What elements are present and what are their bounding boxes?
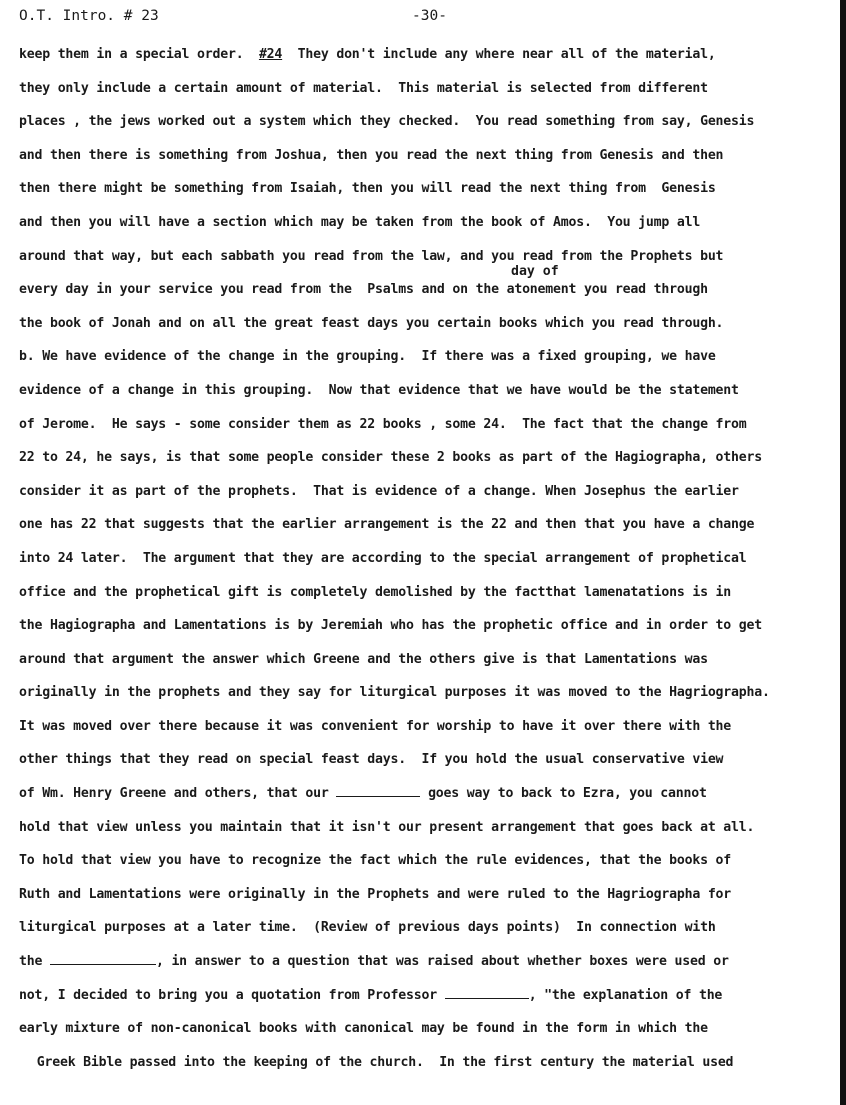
text-line [19,447,831,481]
text-segment: one has 22 that suggests that the earlier arrangement is the 22 and then that you have a change [19,517,755,533]
text-line [19,649,831,683]
text-segment: b. We have evidence of the change in the grouping. If there was a fixed grouping, we have [19,349,716,365]
text-line [19,514,831,548]
text-segment: the [19,954,50,970]
text-line [19,481,831,515]
text-segment: of Jerome. He says - some consider them as 22 books , some 24. The fact that the change from [19,416,747,432]
text-segment: the book of Jonah and on all the great feast days you certain books which you read through. [19,315,724,331]
text-segment: To hold that view you have to recognize the fact which the rule evidences, that the books of [19,853,732,869]
body-text [19,44,831,1085]
text-segment: the Hagiographa and Lamentations is by Jeremiah who has the prophetic office and in order to get [19,618,762,634]
text-segment: Greek Bible passed into the keeping of the church. In the first century the material used [29,1054,734,1070]
text-line [19,817,831,851]
scan-edge [840,0,846,1105]
text-line [19,346,831,380]
text-line [19,78,831,112]
text-line [19,749,831,783]
text-segment: office and the prophetical gift is completely demolished by the factthat lamenatations is in [19,584,732,600]
text-line [19,985,831,1019]
text-line [19,380,831,414]
text-line [19,850,831,884]
text-segment: originally in the prophets and they say for liturgical purposes it was moved to the Hagriographa. [19,685,770,701]
page-marker: #24 [258,47,283,62]
text-line [19,716,831,750]
text-line [19,682,831,716]
text-line [19,917,831,951]
page-number: -30- [412,8,447,24]
text-segment: , in answer to a question that was raised about whether boxes were used or [155,954,729,970]
document-header: O.T. Intro. # 23 [19,8,159,24]
interlinear-insertion: day of [511,264,559,279]
text-line [19,884,831,918]
text-line [19,783,831,817]
text-segment: 22 to 24, he says, is that some people consider these 2 books as part of the Hagiographa, others [19,450,762,466]
blank-line [50,952,156,965]
text-segment: goes way to back to Ezra, you cannot [420,786,707,802]
text-segment: early mixture of non-canonical books with canonical may be found in the form in which the [19,1021,708,1037]
text-segment: other things that they read on special feast days. If you hold the usual conservative view [19,752,724,768]
text-segment: consider it as part of the prophets. That is evidence of a change. When Josephus the earlier [19,483,739,499]
text-segment: They don't include any where near all of the material, [282,47,716,62]
text-line [19,1052,831,1086]
text-segment: not, I decided to bring you a quotation from Professor [19,987,445,1003]
text-line [19,212,831,246]
text-line [19,951,831,985]
text-line [19,1018,831,1052]
text-segment: of Wm. Henry Greene and others, that our [19,786,337,802]
text-line [19,246,831,280]
text-segment: keep them in a special order. [19,47,259,62]
text-segment: places , the jews worked out a system which they checked. You read something from say, Genesis [19,114,755,130]
text-segment: evidence of a change in this grouping. Now that evidence that we have would be the statement [19,382,739,398]
blank-line [445,986,529,999]
blank-line [336,784,420,797]
text-segment: hold that view unless you maintain that it isn't our present arrangement that goes back at all. [19,819,755,835]
text-line [19,145,831,179]
text-segment: they only include a certain amount of material. This material is selected from different [19,80,708,96]
text-line [19,615,831,649]
text-segment: into 24 later. The argument that they are according to the special arrangement of prophetical [19,550,747,566]
text-segment: , "the explanation of the [528,987,723,1003]
text-segment: Ruth and Lamentations were originally in the Prophets and were ruled to the Hagriographa for [19,886,732,902]
text-line [19,582,831,616]
text-line [19,279,831,313]
text-segment: and then you will have a section which may be taken from the book of Amos. You jump all [19,214,701,230]
text-segment: then there might be something from Isaiah, then you will read the next thing from Genesis [19,181,716,197]
text-line [19,548,831,582]
text-segment: around that way, but each sabbath you read from the law, and you read from the Prophets but [19,248,724,264]
text-line [19,44,831,78]
text-segment: every day in your service you read from the Psalms and on the atonement you read through [19,282,708,298]
text-segment: and then there is something from Joshua, then you read the next thing from Genesis and then [19,147,724,163]
text-segment: It was moved over there because it was convenient for worship to have it over there with the [19,718,732,734]
text-line [19,313,831,347]
text-line [19,178,831,212]
text-line [19,111,831,145]
text-segment: around that argument the answer which Greene and the others give is that Lamentations was [19,651,708,667]
text-line [19,414,831,448]
text-segment: liturgical purposes at a later time. (Review of previous days points) In connection with [19,920,716,936]
